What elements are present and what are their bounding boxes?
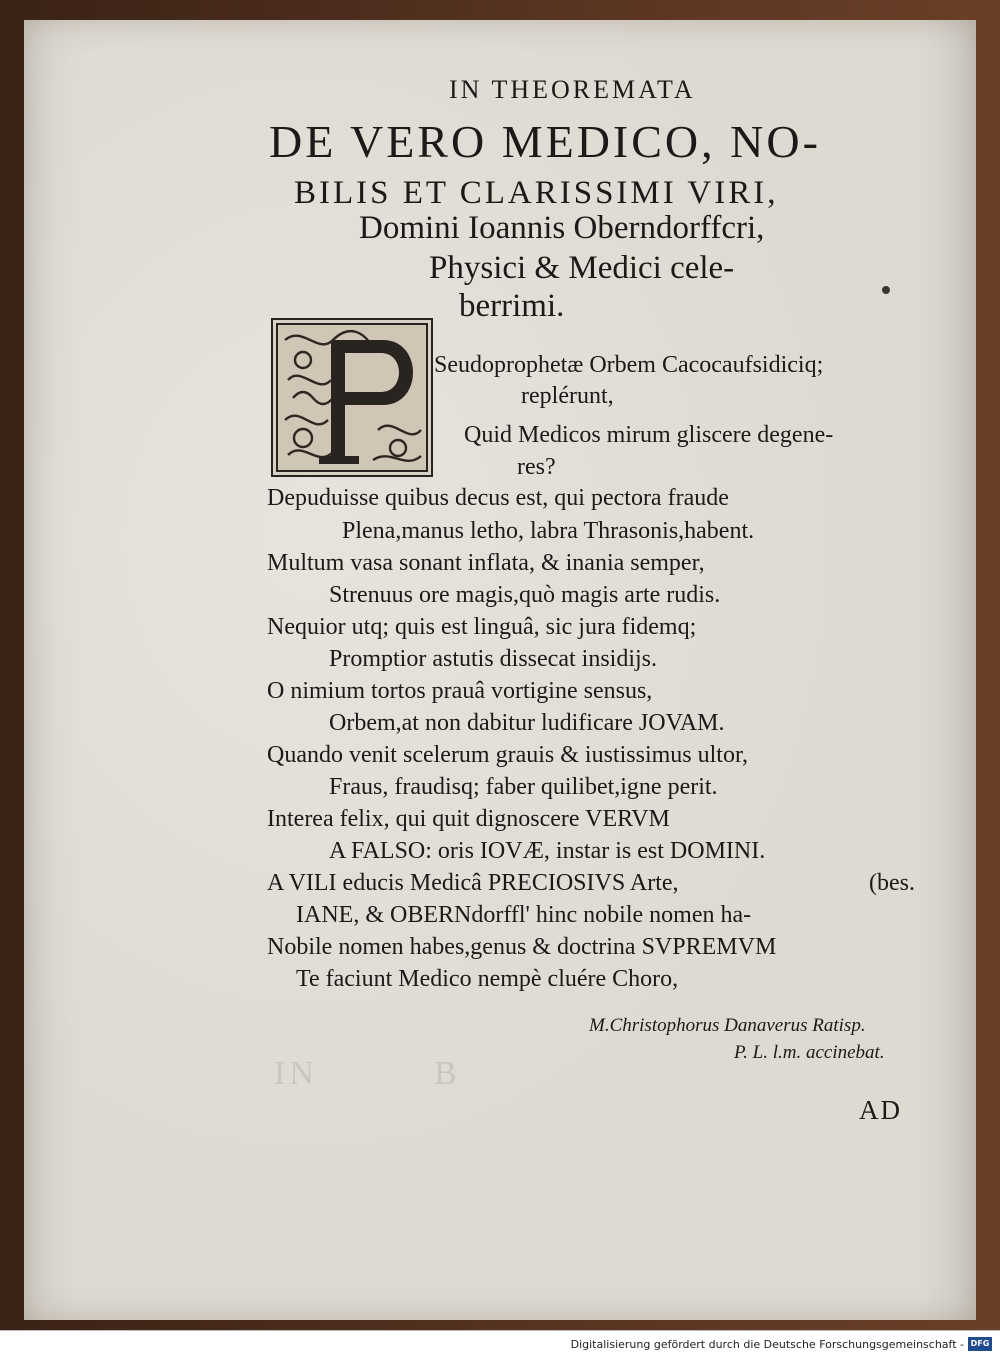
verse-line: O nimium tortos prauâ vortigine sensus, <box>267 678 653 704</box>
dfg-logo-icon: DFG <box>968 1337 992 1351</box>
signature-note: P. L. l.m. accinebat. <box>734 1042 885 1063</box>
footer-credit: Digitalisierung gefördert durch die Deutsche Forschungsgemeinschaft - <box>570 1338 964 1351</box>
verse-line: Strenuus ore magis,quò magis arte rudis. <box>329 582 721 608</box>
verse-line: replérunt, <box>521 383 614 409</box>
verse-line: Interea felix, qui quit dignoscere VERVM <box>267 806 670 832</box>
heading-line-1: IN THEOREMATA <box>449 75 696 104</box>
verse-line: Promptior astutis dissecat insidijs. <box>329 646 657 672</box>
verse-line-fragment: (bes. <box>869 870 915 896</box>
verse-line: Orbem,at non dabitur ludificare JOVAM. <box>329 710 725 736</box>
verse-line: Nequior utq; quis est linguâ, sic jura fidemq; <box>267 614 697 640</box>
verse-line: A FALSO: oris IOVÆ, instar is est DOMINI. <box>329 838 766 864</box>
bleed-through-signature-mark: B <box>434 1055 461 1092</box>
verse-line: Seudoprophetæ Orbem Cacocaufsidiciq; <box>434 352 824 378</box>
verse-line: Te faciunt Medico nempè cluére Choro, <box>296 966 679 992</box>
digitization-footer <box>0 1330 1000 1360</box>
heading-line-3: BILIS ET CLARISSIMI VIRI, <box>294 175 779 211</box>
heading-line-4: Domini Ioannis Oberndorffcri, <box>359 210 765 246</box>
verse-line: Quid Medicos mirum gliscere degene- <box>464 422 834 448</box>
heading-line-6: berrimi. <box>459 288 565 324</box>
book-page <box>24 20 976 1320</box>
catchword: AD <box>859 1095 902 1125</box>
verse-line: Plena,manus letho, labra Thrasonis,habent. <box>342 518 755 544</box>
decorated-initial-letter <box>271 318 433 477</box>
verse-line: Fraus, fraudisq; faber quilibet,igne perit. <box>329 774 718 800</box>
ornament-initial-icon <box>273 320 431 475</box>
verse-line: Quando venit scelerum grauis & iustissimus ultor, <box>267 742 748 768</box>
ink-dot <box>882 286 890 294</box>
heading-title: DE VERO MEDICO, NO- <box>269 116 821 167</box>
bleed-through-text: IN <box>274 1055 318 1092</box>
heading-line-5: Physici & Medici cele- <box>429 250 735 286</box>
verse-line: res? <box>517 454 556 480</box>
signature-author: M.Christophorus Danaverus Ratisp. <box>589 1015 866 1036</box>
verse-line: Multum vasa sonant inflata, & inania semper, <box>267 550 705 576</box>
verse-line: IANE, & OBERNdorffl' hinc nobile nomen ha- <box>296 902 752 928</box>
verse-line: A VILI educis Medicâ PRECIOSIVS Arte, <box>267 870 679 896</box>
verse-line: Depuduisse quibus decus est, qui pectora fraude <box>267 485 729 511</box>
verse-line: Nobile nomen habes,genus & doctrina SVPREMVM <box>267 934 777 960</box>
